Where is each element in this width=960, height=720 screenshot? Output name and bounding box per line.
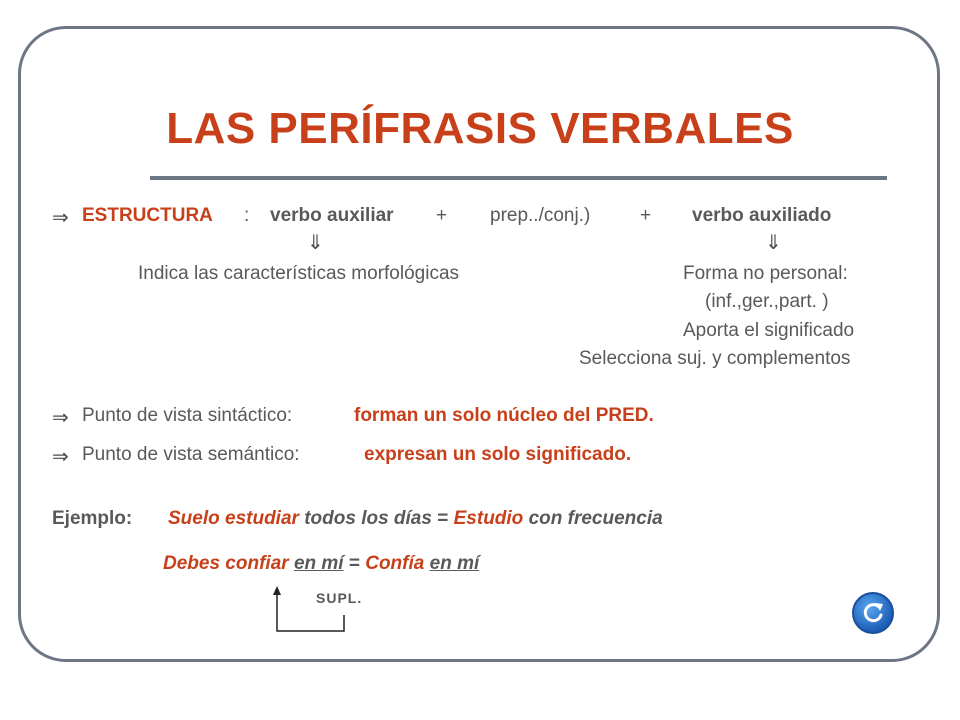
title-divider: [150, 176, 887, 180]
slide-title: LAS PERÍFRASIS VERBALES: [166, 104, 794, 153]
sintactico-label: Punto de vista sintáctico:: [82, 405, 293, 426]
implies-arrow-icon: ⇒: [52, 207, 69, 229]
ejemplo-line-1: [168, 508, 663, 530]
plus-sign-2: +: [640, 205, 652, 226]
example-equivalent: Estudio: [453, 508, 524, 529]
semantico-value: expresan un solo significado.: [364, 444, 632, 465]
down-arrow-icon: ⇓: [307, 232, 324, 254]
implies-arrow-icon: ⇒: [52, 446, 69, 468]
example-equivalent: Confía: [365, 553, 425, 574]
return-arrow-icon: [854, 594, 892, 632]
plus-sign-1: +: [436, 205, 448, 226]
implies-arrow-icon: ⇒: [52, 407, 69, 429]
auxiliado-desc-4: Selecciona suj. y complementos: [579, 348, 851, 369]
auxiliado-desc-2: (inf.,ger.,part. ): [705, 291, 829, 312]
example-periphrasis: Debes confiar: [163, 553, 289, 574]
verbo-auxiliado: verbo auxiliado: [692, 205, 832, 226]
prep-conj: prep../conj.): [490, 205, 591, 226]
estructura-colon: :: [244, 205, 250, 226]
example-complement: todos los días: [304, 508, 432, 529]
example-supl-complement: en mí: [429, 553, 480, 574]
example-periphrasis: Suelo estudiar: [168, 508, 299, 529]
equals-sign: =: [348, 553, 360, 574]
down-arrow-icon: ⇓: [765, 232, 782, 254]
return-button[interactable]: [852, 592, 894, 634]
semantico-label: Punto de vista semántico:: [82, 444, 300, 465]
auxiliar-description: Indica las características morfológicas: [138, 263, 460, 284]
ejemplo-label: Ejemplo:: [52, 508, 133, 529]
supl-label: SUPL.: [316, 590, 363, 606]
auxiliado-desc-3: Aporta el significado: [683, 320, 855, 341]
equals-sign: =: [437, 508, 449, 529]
estructura-label: ESTRUCTURA: [82, 205, 213, 226]
example-supl-complement: en mí: [293, 553, 344, 574]
verbo-auxiliar: verbo auxiliar: [270, 205, 394, 226]
auxiliado-desc-1: Forma no personal:: [683, 263, 848, 284]
sintactico-value: forman un solo núcleo del PRED.: [354, 405, 654, 426]
example-equivalent-complement: con frecuencia: [528, 508, 663, 529]
ejemplo-line-2: [163, 553, 479, 575]
